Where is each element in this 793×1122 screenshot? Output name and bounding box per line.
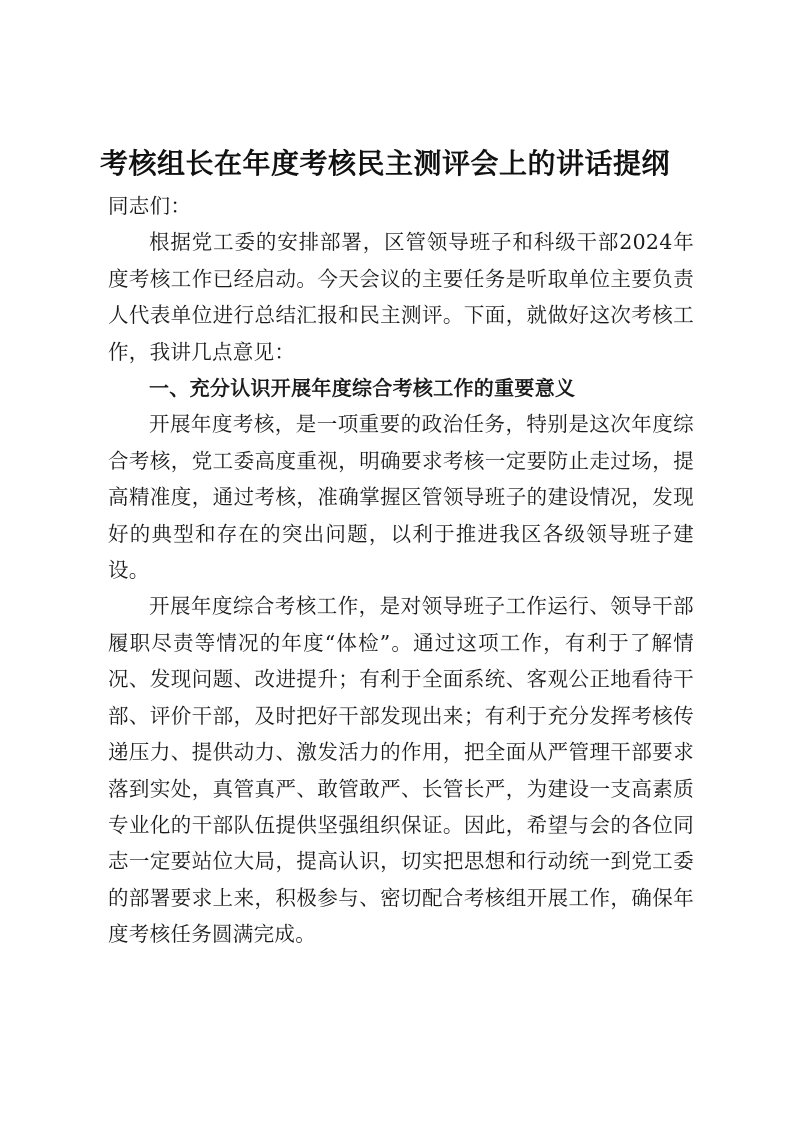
section-1-heading: 一、充分认识开展年度综合考核工作的重要意义 xyxy=(149,376,576,401)
salutation: 同志们： xyxy=(108,194,192,218)
document-title: 考核组长在年度考核民主测评会上的讲话提纲 xyxy=(100,147,671,180)
document-body xyxy=(108,188,694,953)
section-1-paragraph-1: 开展年度考核，是一项重要的政治任务，特别是这次年度综合考核，党工委高度重视，明确要求考核一定要防止走过场，提高精准度，通过考核，准确掌握区管领导班子的建设情况，发现好的典型和存在的突出问题，以利于推进我区各级领导班子建设。 xyxy=(108,412,694,583)
intro-paragraph: 根据党工委的安排部署，区管领导班子和科级干部2024年度考核工作已经启动。今天会议的主要任务是听取单位主要负责人代表单位进行总结汇报和民主测评。下面，就做好这次考核工作，我讲几点意见： xyxy=(108,230,694,364)
section-1-paragraph-2: 开展年度综合考核工作，是对领导班子工作运行、领导干部履职尽责等情况的年度“体检”。通过这项工作，有利于了解情况、发现问题、改进提升；有利于全面系统、客观公正地看待干部、评价干部，及时把好干部发现出来；有利于充分发挥考核传递压力、提供动力、激发活力的作用，把全面从严管理干部要求落到实处，真管真严、敢管敢严、长管长严，为建设一支高素质专业化的干部队伍提供坚强组织保证。因此，希望与会的各位同志一定要站位大局，提高认识，切实把思想和行动统一到党工委的部署要求上来，积极参与、密切配合考核组开展工作，确保年度考核任务圆满完成。 xyxy=(108,594,694,947)
